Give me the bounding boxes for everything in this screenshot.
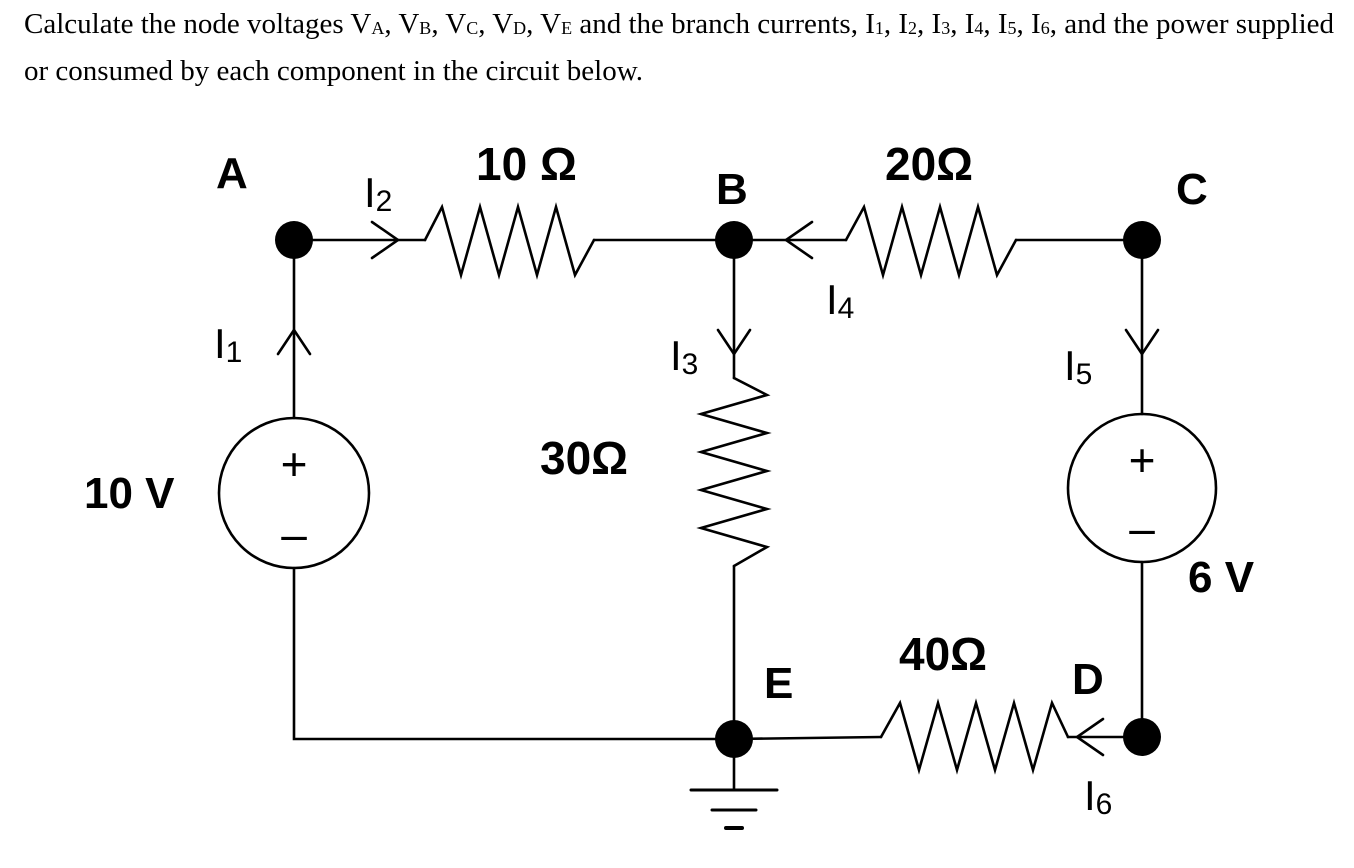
node-b-dot bbox=[715, 221, 753, 259]
current-i2-label: I2 bbox=[364, 169, 393, 218]
resistor-20-ohm bbox=[846, 207, 1016, 275]
resistor-10-ohm bbox=[425, 207, 594, 275]
source-10v-plus-sign: + bbox=[280, 438, 308, 490]
node-b-label: B bbox=[716, 165, 748, 214]
source-10v-label: 10 V bbox=[84, 469, 175, 518]
resistor-30-ohm-label: 30Ω bbox=[540, 432, 629, 484]
resistor-40-ohm bbox=[881, 703, 1068, 770]
node-c-dot bbox=[1123, 221, 1161, 259]
wire-r40-e bbox=[734, 737, 881, 739]
node-d-dot bbox=[1123, 718, 1161, 756]
resistor-40-ohm-label: 40Ω bbox=[899, 628, 988, 680]
problem-statement: Calculate the node voltages $V_A$, $V_B$, $V_C$, $V_D$, $V_E$ and the branch currents, $I_1$, $I_2$, $I_3$, $I_4$, $I_5$, $I_6$, and the power supplied or consumed by each component in the circuit below. bbox=[24, 8, 1335, 87]
current-i4-label: I4 bbox=[826, 276, 855, 325]
source-10v-minus-sign: – bbox=[281, 508, 307, 560]
node-a-label: A bbox=[216, 149, 248, 198]
node-c-label: C bbox=[1176, 165, 1208, 214]
wire-source-left-bottom bbox=[294, 568, 734, 739]
resistor-10-ohm-label: 10 Ω bbox=[476, 138, 577, 190]
current-i6-label: I6 bbox=[1084, 772, 1113, 821]
node-a-dot bbox=[275, 221, 313, 259]
resistor-20-ohm-label: 20Ω bbox=[885, 138, 974, 190]
current-i5-label: I5 bbox=[1064, 342, 1093, 391]
node-e-label: E bbox=[764, 659, 794, 708]
resistor-30-ohm bbox=[701, 378, 767, 566]
current-i1-label: I1 bbox=[214, 320, 243, 369]
source-6v-minus-sign: – bbox=[1129, 502, 1155, 554]
node-d-label: D bbox=[1072, 655, 1104, 704]
source-6v-label: 6 V bbox=[1188, 553, 1255, 602]
current-i3-label: I3 bbox=[670, 332, 699, 381]
node-e-dot bbox=[715, 720, 753, 758]
source-6v-plus-sign: + bbox=[1128, 434, 1156, 486]
